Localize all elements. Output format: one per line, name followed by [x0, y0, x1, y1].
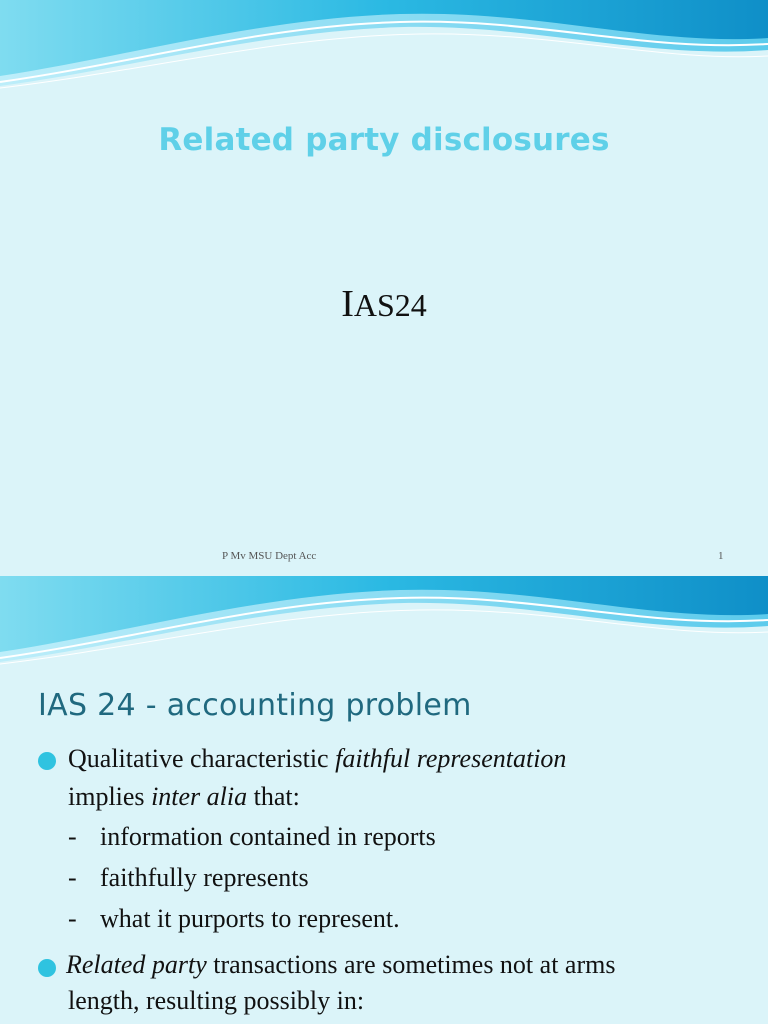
- slide-subtitle: [0, 282, 768, 326]
- wave-header-decoration: [0, 576, 768, 666]
- bullet-2-line-1: [66, 950, 615, 980]
- bullet-2-line-2: length, resulting possibly in:: [68, 986, 365, 1015]
- footer-author: P Mv MSU Dept Acc: [222, 550, 317, 562]
- dash-marker: -: [68, 863, 77, 892]
- text-run: that:: [247, 782, 300, 811]
- bullet-dot-icon: [38, 959, 56, 977]
- bullet-1-line-2: [68, 782, 300, 812]
- subtitle-capital: I: [341, 283, 354, 325]
- italic-run: faithful representation: [335, 744, 567, 773]
- wave-header-decoration: [0, 0, 768, 90]
- bullet-1-line-1: [68, 744, 566, 774]
- dash-marker: -: [68, 904, 77, 933]
- text-run: Qualitative characteristic: [68, 744, 336, 773]
- slide-title: IAS 24 - accounting problem: [38, 688, 472, 723]
- italic-run: inter alia: [151, 782, 248, 811]
- italic-run: Related party: [66, 950, 207, 979]
- dash-item: information contained in reports: [100, 822, 436, 851]
- text-run: transactions are sometimes not at arms: [206, 950, 616, 979]
- bullet-dot-icon: [38, 752, 56, 770]
- slide-title: Related party disclosures: [158, 122, 610, 158]
- subtitle-rest: AS24: [353, 287, 427, 323]
- text-run: implies: [68, 782, 152, 811]
- slide-number: 1: [718, 550, 724, 562]
- dash-item: faithfully represents: [100, 863, 309, 892]
- dash-item: what it purports to represent.: [100, 904, 400, 933]
- dash-marker: -: [68, 822, 77, 851]
- slide-2: [0, 576, 768, 1024]
